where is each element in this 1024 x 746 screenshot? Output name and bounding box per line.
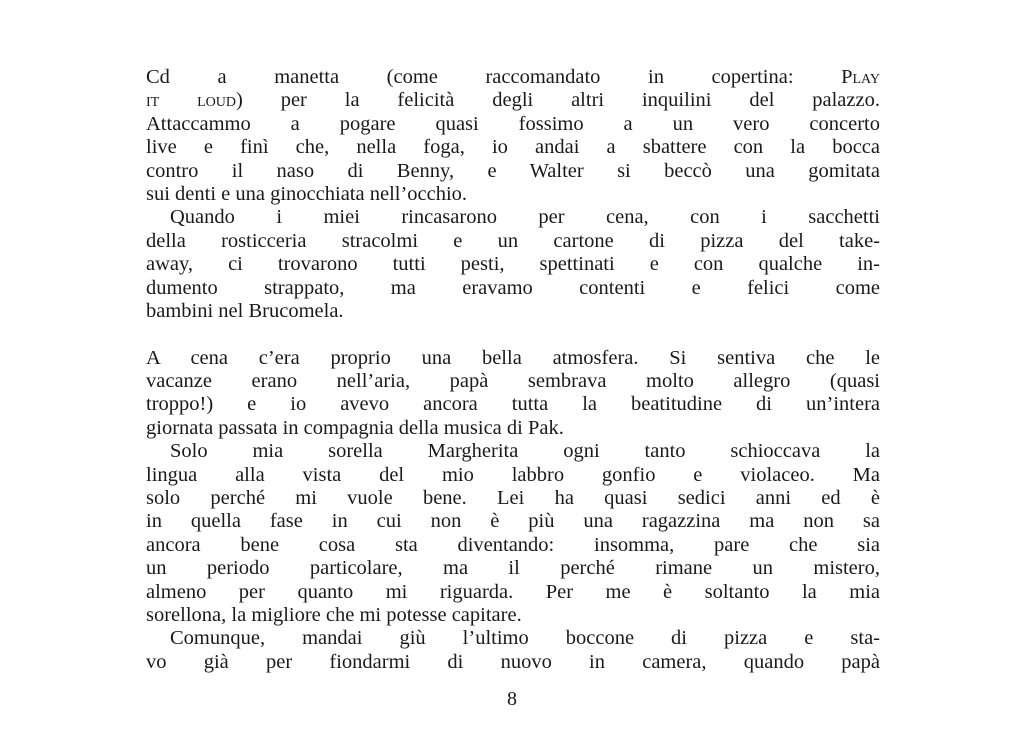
text-line: it loud) per la felicità degli altri inquilini del palazzo.: [146, 89, 880, 112]
paragraph-4: [146, 440, 880, 627]
text-line: Cd a manetta (come raccomandato in copertina: Play: [146, 66, 880, 88]
small-caps-text: Play: [841, 66, 880, 88]
text-line: ancora bene cosa sta diventando: insomma, pare che sia: [146, 533, 880, 556]
text-line: giornata passata in compagnia della musica di Pak.: [146, 416, 564, 439]
page-number: 8: [507, 688, 517, 710]
text-line: away, ci trovarono tutti pesti, spettinati e con qualche in-: [146, 253, 880, 276]
text-line: A cena c’era proprio una bella atmosfera. Si sentiva che le: [146, 346, 880, 369]
text-line: almeno per quanto mi riguarda. Per me è soltanto la mia: [146, 580, 880, 603]
text-line: vo già per fiondarmi di nuovo in camera, quando papà: [146, 650, 880, 673]
text-line: sorellona, la migliore che mi potesse capitare.: [146, 603, 522, 626]
text-line: della rosticceria stracolmi e un cartone di pizza del take-: [146, 229, 880, 252]
text-line: in quella fase in cui non è più una ragazzina ma non sa: [146, 510, 880, 533]
body-text: [146, 66, 880, 674]
text-line: Quando i miei rincasarono per cena, con i sacchetti: [170, 206, 880, 229]
text-line: vacanze erano nell’aria, papà sembrava molto allegro (quasi: [146, 370, 880, 393]
paragraph-2: [146, 206, 880, 323]
text-line: Comunque, mandai giù l’ultimo boccone di pizza e sta-: [170, 627, 880, 650]
text-line: dumento strappato, ma eravamo contenti e felici come: [146, 276, 880, 299]
text-line: live e finì che, nella foga, io andai a sbattere con la bocca: [146, 136, 880, 159]
text-line: un periodo particolare, ma il perché rimane un mistero,: [146, 557, 880, 580]
small-caps-text: it loud: [146, 89, 236, 112]
text-line: Attaccammo a pogare quasi fossimo a un vero concerto: [146, 112, 880, 135]
text-line: sui denti e una ginocchiata nell’occhio.: [146, 182, 468, 205]
paragraph-5: [146, 627, 880, 674]
section-break: [146, 323, 880, 346]
paragraph-1: [146, 66, 880, 206]
text-line: bambini nel Brucomela.: [146, 299, 344, 322]
paragraph-3: [146, 347, 880, 441]
text-line: lingua alla vista del mio labbro gonfio e violaceo. Ma: [146, 463, 880, 486]
text-line: contro il naso di Benny, e Walter si beccò una gomitata: [146, 159, 880, 182]
text-line: solo perché mi vuole bene. Lei ha quasi sedici anni ed è: [146, 487, 880, 510]
text-line: Solo mia sorella Margherita ogni tanto schioccava la: [170, 440, 880, 463]
text-line: troppo!) e io avevo ancora tutta la beatitudine di un’intera: [146, 393, 880, 416]
